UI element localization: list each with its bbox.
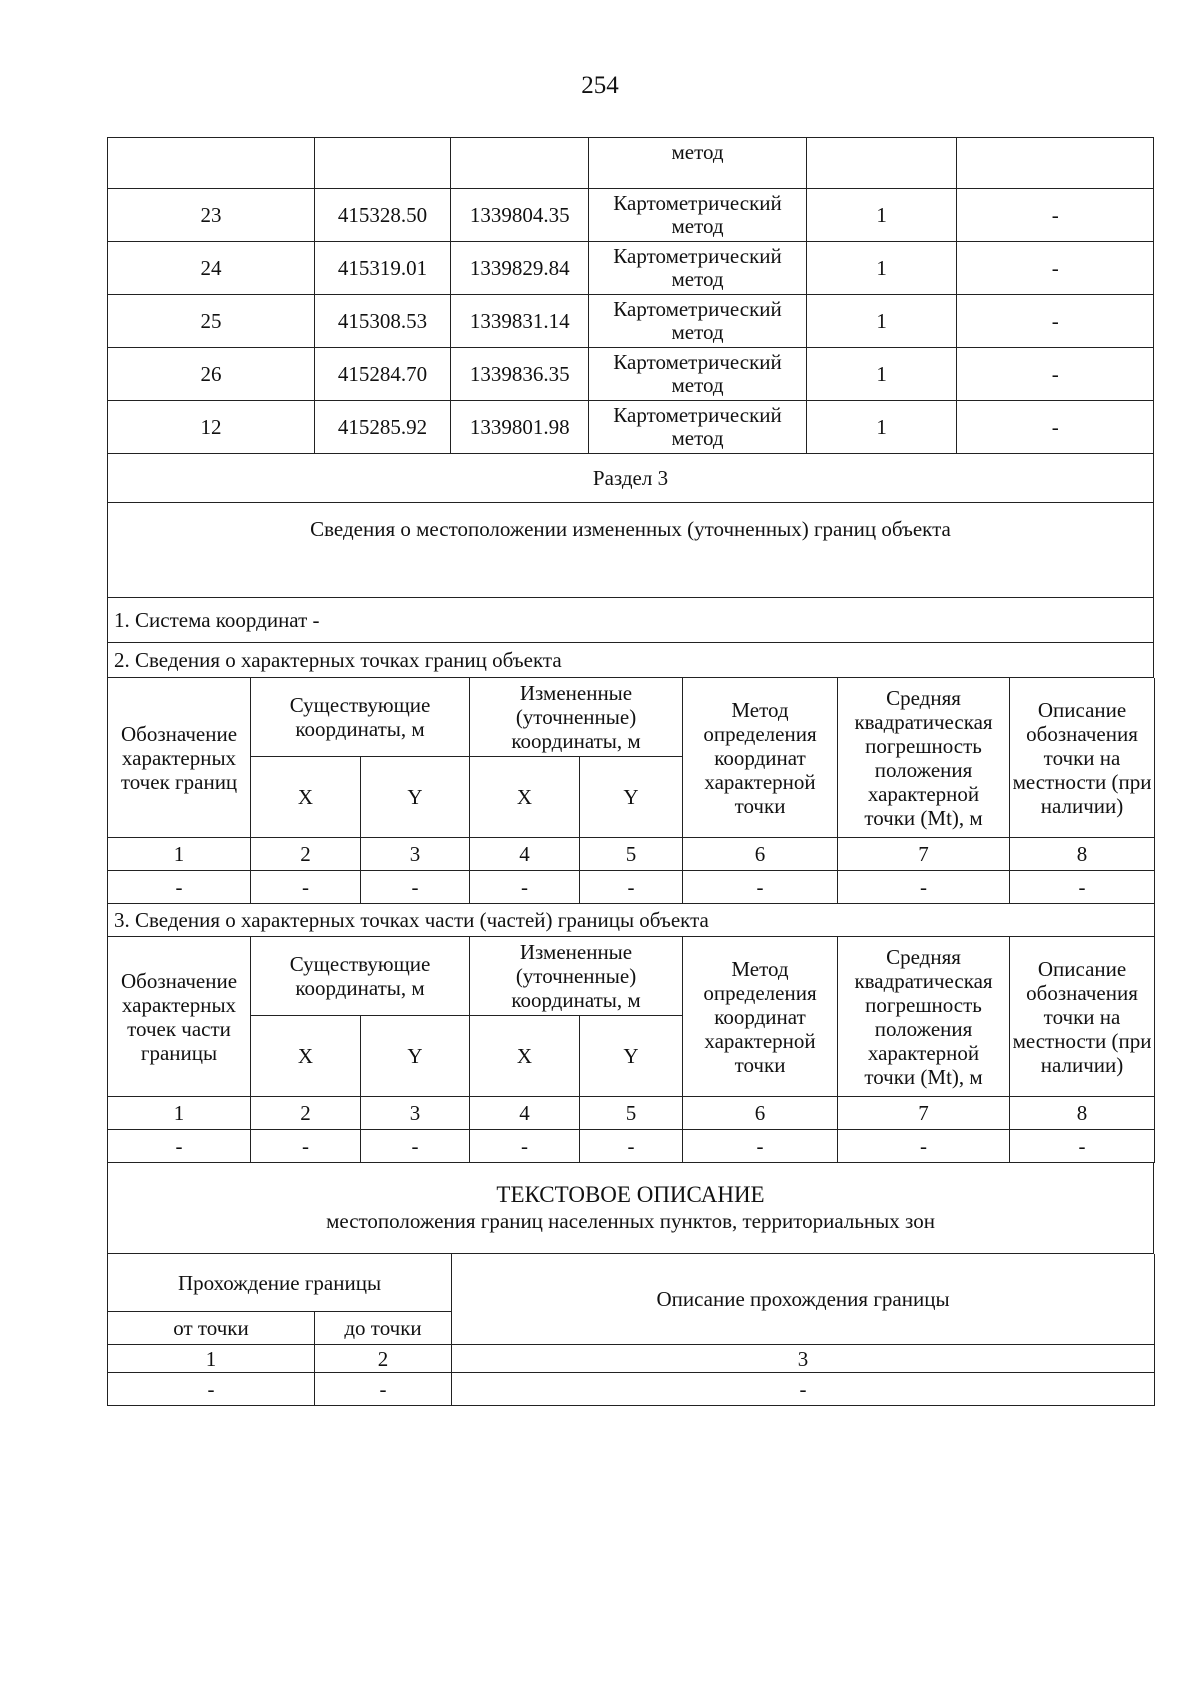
cell-x: 415319.01 xyxy=(314,242,450,295)
cell-desc: - xyxy=(957,295,1154,348)
table-row xyxy=(108,1373,1155,1406)
table-row xyxy=(108,1097,1155,1130)
cell xyxy=(108,138,315,189)
col-number: 8 xyxy=(1010,1097,1155,1130)
table-row xyxy=(108,1345,1155,1373)
cell-method: Картометрический метод xyxy=(589,401,806,454)
cell-point: 23 xyxy=(108,189,315,242)
cell-empty: - xyxy=(580,1130,683,1163)
cell-x: 415328.50 xyxy=(314,189,450,242)
header-x: X xyxy=(251,1016,361,1097)
header-passage: Прохождение границы xyxy=(108,1254,452,1312)
cell xyxy=(314,138,450,189)
cell-empty: - xyxy=(251,871,361,904)
section-subtitle: Сведения о местоположении измененных (уточненных) границ объекта xyxy=(108,503,1154,598)
table-row xyxy=(108,348,1154,401)
col-number: 7 xyxy=(838,1097,1010,1130)
cell-point: 26 xyxy=(108,348,315,401)
table-row xyxy=(108,937,1155,1016)
cell-mt: 1 xyxy=(806,242,957,295)
cell-empty: - xyxy=(838,871,1010,904)
header-y: Y xyxy=(361,757,470,838)
col-number: 6 xyxy=(683,838,838,871)
cell-mt: 1 xyxy=(806,401,957,454)
table-row xyxy=(108,1254,1155,1312)
cell-x: 415308.53 xyxy=(314,295,450,348)
header-x: X xyxy=(470,1016,580,1097)
cell-method: Картометрический метод xyxy=(589,348,806,401)
cell-empty: - xyxy=(683,1130,838,1163)
col-number: 4 xyxy=(470,838,580,871)
cell-empty: - xyxy=(108,1130,251,1163)
header-changed: Измененные (уточненные) координаты, м xyxy=(470,937,683,1016)
cell xyxy=(806,138,957,189)
header-from: от точки xyxy=(108,1312,315,1345)
header-designation: Обозначение характерных точек границ xyxy=(108,678,251,838)
header-designation: Обозначение характерных точек части границы xyxy=(108,937,251,1097)
col-number: 8 xyxy=(1010,838,1155,871)
boundary-points-table xyxy=(107,678,1155,1163)
cell xyxy=(957,138,1154,189)
text-description-header xyxy=(107,1163,1154,1254)
cell-method: Картометрический метод xyxy=(589,189,806,242)
cell-point: 25 xyxy=(108,295,315,348)
cell-empty: - xyxy=(470,871,580,904)
cell-method: Картометрический метод xyxy=(589,242,806,295)
header-desc: Описание обозначения точки на местности (при наличии) xyxy=(1010,678,1155,838)
table-row xyxy=(108,138,1154,189)
header-description: Описание прохождения границы xyxy=(452,1254,1155,1345)
text-description-heading: ТЕКСТОВОЕ ОПИСАНИЕ xyxy=(496,1182,765,1207)
section3-header xyxy=(107,454,1154,678)
cell-x: 415285.92 xyxy=(314,401,450,454)
cell-empty: - xyxy=(315,1373,452,1406)
table-row xyxy=(108,643,1154,678)
cell-empty: - xyxy=(838,1130,1010,1163)
points-title: 2. Сведения о характерных точках границ объекта xyxy=(108,643,1154,678)
coordinates-table xyxy=(107,137,1154,454)
cell xyxy=(451,138,589,189)
table-row xyxy=(108,1130,1155,1163)
col-number: 2 xyxy=(315,1345,452,1373)
cell-empty: - xyxy=(251,1130,361,1163)
section-title: Раздел 3 xyxy=(108,454,1154,503)
header-y: Y xyxy=(580,757,683,838)
table-row xyxy=(108,904,1155,937)
table-row xyxy=(108,454,1154,503)
table-row xyxy=(108,189,1154,242)
col-number: 5 xyxy=(580,838,683,871)
table-row xyxy=(108,678,1155,757)
cell-x: 415284.70 xyxy=(314,348,450,401)
header-error: Средняя квадратическая погрешность положения характерной точки (Mt), м xyxy=(838,937,1010,1097)
cell-y: 1339829.84 xyxy=(451,242,589,295)
header-desc: Описание обозначения точки на местности (при наличии) xyxy=(1010,937,1155,1097)
col-number: 6 xyxy=(683,1097,838,1130)
cell-y: 1339836.35 xyxy=(451,348,589,401)
table-row xyxy=(108,838,1155,871)
header-existing: Существующие координаты, м xyxy=(251,937,470,1016)
col-number: 5 xyxy=(580,1097,683,1130)
parts-title: 3. Сведения о характерных точках части (частей) границы объекта xyxy=(108,904,1155,937)
cell-empty: - xyxy=(108,871,251,904)
header-to: до точки xyxy=(315,1312,452,1345)
header-y: Y xyxy=(361,1016,470,1097)
header-method: Метод определения координат характерной точки xyxy=(683,937,838,1097)
table-row xyxy=(108,598,1154,643)
col-number: 3 xyxy=(452,1345,1155,1373)
table-row xyxy=(108,503,1154,598)
cell-empty: - xyxy=(1010,871,1155,904)
cell-mt: 1 xyxy=(806,189,957,242)
cell-y: 1339801.98 xyxy=(451,401,589,454)
table-row xyxy=(108,401,1154,454)
text-description-title xyxy=(108,1163,1154,1254)
col-number: 3 xyxy=(361,838,470,871)
cell-desc: - xyxy=(957,348,1154,401)
table-row xyxy=(108,242,1154,295)
cell-desc: - xyxy=(957,189,1154,242)
table-row xyxy=(108,1163,1154,1254)
page-number: 254 xyxy=(581,72,619,99)
cell-method: Картометрический метод xyxy=(589,295,806,348)
cell-empty: - xyxy=(361,1130,470,1163)
cell-point: 12 xyxy=(108,401,315,454)
header-error: Средняя квадратическая погрешность положения характерной точки (Mt), м xyxy=(838,678,1010,838)
cell-method: метод xyxy=(589,138,806,189)
cell-y: 1339804.35 xyxy=(451,189,589,242)
header-existing: Существующие координаты, м xyxy=(251,678,470,757)
col-number: 2 xyxy=(251,1097,361,1130)
header-changed: Измененные (уточненные) координаты, м xyxy=(470,678,683,757)
col-number: 3 xyxy=(361,1097,470,1130)
cell-desc: - xyxy=(957,242,1154,295)
header-y: Y xyxy=(580,1016,683,1097)
cell-empty: - xyxy=(452,1373,1155,1406)
table-row xyxy=(108,871,1155,904)
cell-empty: - xyxy=(683,871,838,904)
col-number: 1 xyxy=(108,1097,251,1130)
header-method: Метод определения координат характерной точки xyxy=(683,678,838,838)
cell-empty: - xyxy=(361,871,470,904)
header-x: X xyxy=(251,757,361,838)
table-row xyxy=(108,295,1154,348)
cell-empty: - xyxy=(580,871,683,904)
cell-mt: 1 xyxy=(806,295,957,348)
cell-empty: - xyxy=(470,1130,580,1163)
cell-y: 1339831.14 xyxy=(451,295,589,348)
header-x: X xyxy=(470,757,580,838)
cell-mt: 1 xyxy=(806,348,957,401)
boundary-passage-table xyxy=(107,1254,1155,1406)
coord-system: 1. Система координат - xyxy=(108,598,1154,643)
cell-desc: - xyxy=(957,401,1154,454)
col-number: 1 xyxy=(108,838,251,871)
text-description-subtitle: местоположения границ населенных пунктов, территориальных зон xyxy=(326,1209,935,1233)
cell-empty: - xyxy=(108,1373,315,1406)
col-number: 2 xyxy=(251,838,361,871)
cell-point: 24 xyxy=(108,242,315,295)
cell-empty: - xyxy=(1010,1130,1155,1163)
col-number: 1 xyxy=(108,1345,315,1373)
document-sheet xyxy=(107,137,1154,1406)
col-number: 7 xyxy=(838,838,1010,871)
col-number: 4 xyxy=(470,1097,580,1130)
